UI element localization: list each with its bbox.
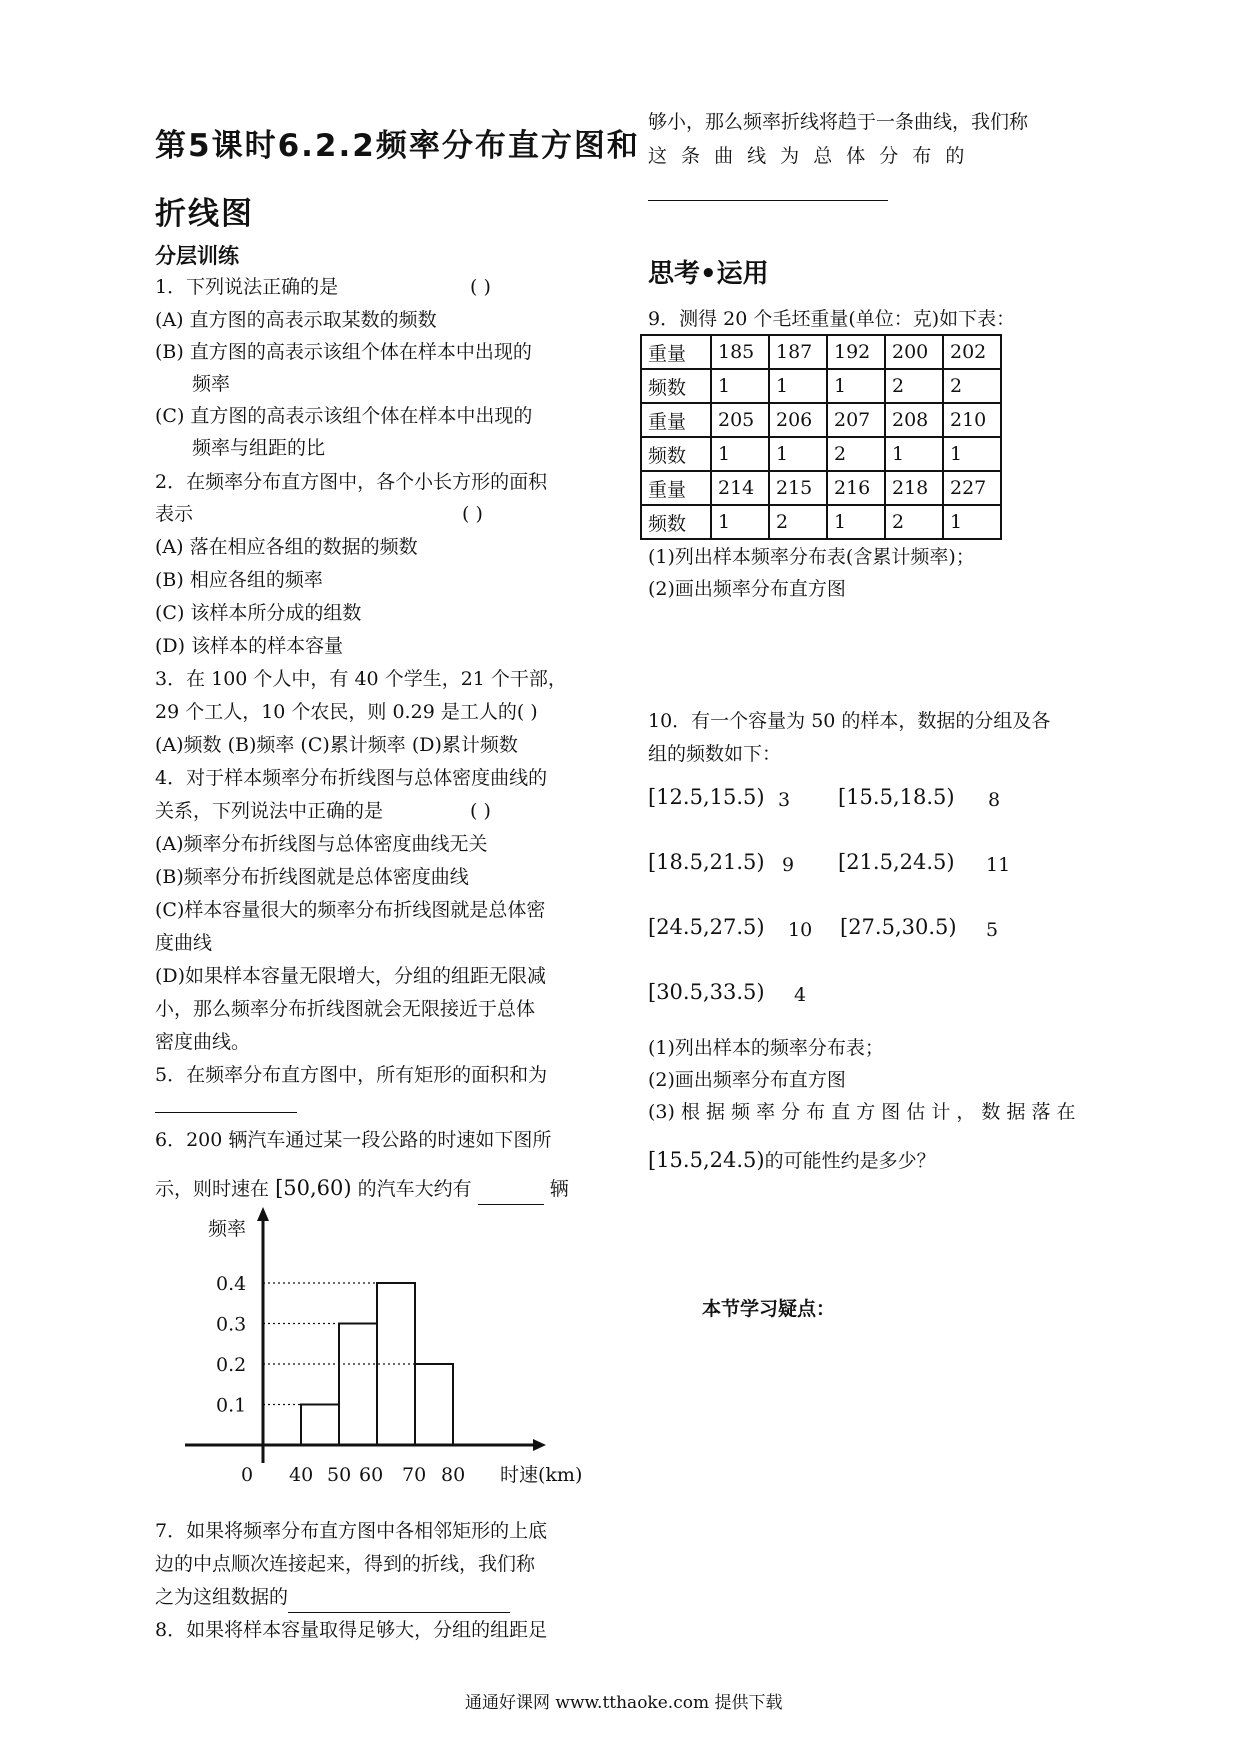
table-cell: 1 — [769, 369, 827, 403]
q4-option-a: (A)频率分布折线图与总体密度曲线无关 — [155, 833, 488, 855]
q10-part3-cont — [648, 1144, 936, 1177]
q10-part3-question: 的可能性约是多少？ — [764, 1150, 936, 1172]
q10-group-interval: [12.5,15.5) — [648, 785, 765, 809]
q10-line1: 10．有一个容量为 50 的样本，数据的分组及各 — [648, 710, 1051, 732]
q10-group-freq: 10 — [788, 919, 813, 941]
q6-interval: [50,60) — [275, 1176, 352, 1200]
table-cell: 1 — [769, 437, 827, 471]
table-row — [641, 505, 1001, 539]
q10-group-freq: 11 — [986, 854, 1011, 876]
table-cell: 1 — [885, 437, 943, 471]
q1-option-b-cont: 频率 — [192, 373, 231, 395]
table-row — [641, 471, 1001, 505]
y-axis-label: 频率 — [208, 1218, 247, 1240]
table-cell: 202 — [943, 335, 1001, 369]
table-cell: 2 — [827, 437, 885, 471]
q4-line1: 4．对于样本频率分布折线图与总体密度曲线的 — [155, 767, 548, 789]
q9-stem: 9．测得 20 个毛坯重量(单位：克)如下表： — [648, 308, 1016, 330]
y-tick-label: 0.1 — [216, 1394, 247, 1417]
table-cell: 1 — [711, 505, 769, 539]
q10-group-interval: [30.5,33.5) — [648, 980, 765, 1004]
table-row — [641, 403, 1001, 437]
table-cell: 207 — [827, 403, 885, 437]
y-tick-label: 0.2 — [216, 1354, 247, 1376]
q4-option-c: (C)样本容量很大的频率分布折线图就是总体密 — [155, 899, 546, 921]
q4-option-b: (B)频率分布折线图就是总体密度曲线 — [155, 866, 469, 888]
q10-part3-interval: [15.5,24.5) — [648, 1148, 765, 1172]
y-tick-label: 0.4 — [216, 1273, 247, 1295]
q9-part2: (2)画出频率分布直方图 — [648, 578, 846, 600]
table-cell: 1 — [943, 437, 1001, 471]
section-heading-layered: 分层训练 — [155, 244, 239, 268]
table-cell: 218 — [885, 471, 943, 505]
q10-part2: (2)画出频率分布直方图 — [648, 1069, 846, 1091]
table-cell: 208 — [885, 403, 943, 437]
q10-group-interval: [15.5,18.5) — [838, 785, 955, 809]
x-tick-label: 80 — [441, 1464, 466, 1486]
table-cell: 1 — [711, 437, 769, 471]
section-heading-thinking: 思考•运用 — [648, 259, 769, 289]
q4-option-d-cont2: 密度曲线。 — [155, 1031, 251, 1053]
x-tick-label: 40 — [289, 1464, 314, 1486]
table-cell: 1 — [711, 369, 769, 403]
q1-option-c: (C) 直方图的高表示该组个体在样本中出现的 — [155, 405, 533, 427]
q1-option-c-cont: 频率与组距的比 — [192, 437, 326, 459]
q3-line2: 29 个工人，10 个农民，则 0.29 是工人的( ) — [155, 701, 538, 723]
table-row-header: 重量 — [641, 471, 711, 505]
q8-line1: 8．如果将样本容量取得足够大，分组的组距足 — [155, 1619, 548, 1641]
table-row-header: 重量 — [641, 335, 711, 369]
q2-option-d: (D) 该样本的样本容量 — [155, 635, 344, 657]
x-axis-label: 时速(km) — [500, 1464, 583, 1486]
y-axis-arrow — [257, 1207, 269, 1221]
x-tick-label: 70 — [402, 1464, 427, 1486]
page-title-line1: 第5课时6.2.2频率分布直方图和 — [155, 128, 640, 164]
page-footer: 通通好课网 www.tthaoke.com 提供下载 — [465, 1693, 783, 1713]
x-tick-label: 0 — [241, 1464, 254, 1486]
table-cell: 205 — [711, 403, 769, 437]
page-title-line2: 折线图 — [155, 196, 254, 232]
x-axis-arrow — [533, 1439, 546, 1451]
q8-line3: 这 条 曲 线 为 总 体 分 布 的 — [648, 145, 965, 167]
q10-group-freq: 8 — [988, 789, 1001, 811]
table-cell: 2 — [885, 505, 943, 539]
q7-line1: 7．如果将频率分布直方图中各相邻矩形的上底 — [155, 1520, 548, 1542]
table-cell: 2 — [943, 369, 1001, 403]
q4-option-c-cont: 度曲线 — [155, 932, 213, 954]
table-cell: 200 — [885, 335, 943, 369]
table-cell: 1 — [827, 505, 885, 539]
q1-option-a: (A) 直方图的高表示取某数的频数 — [155, 309, 437, 331]
q10-part1: (1)列出样本的频率分布表； — [648, 1037, 884, 1059]
q10-group-freq: 3 — [778, 789, 791, 811]
speed-histogram — [150, 1205, 610, 1515]
table-cell: 206 — [769, 403, 827, 437]
q7-line3 — [155, 1581, 510, 1613]
q1-answer-paren: ( ) — [470, 276, 491, 298]
q1-option-b: (B) 直方图的高表示该组个体在样本中出现的 — [155, 341, 532, 363]
q9-part1: (1)列出样本频率分布表(含累计频率)； — [648, 546, 975, 568]
q10-group-interval: [24.5,27.5) — [648, 915, 765, 939]
q10-line2: 组的频数如下： — [648, 743, 782, 765]
x-tick-label: 60 — [359, 1464, 384, 1486]
q6-answer-blank[interactable] — [478, 1182, 544, 1205]
histogram-bar — [301, 1405, 339, 1446]
table-row-header: 重量 — [641, 403, 711, 437]
table-row-header: 频数 — [641, 505, 711, 539]
q5-answer-blank[interactable] — [155, 1112, 297, 1113]
q10-group-interval: [27.5,30.5) — [840, 915, 957, 939]
table-cell: 1 — [827, 369, 885, 403]
table-cell: 2 — [885, 369, 943, 403]
q7-answer-blank[interactable] — [288, 1590, 510, 1613]
q4-option-d: (D)如果样本容量无限增大，分组的组距无限减 — [155, 965, 547, 987]
q7-text: 之为这组数据的 — [155, 1586, 289, 1608]
table-cell: 192 — [827, 335, 885, 369]
q9-weight-table — [640, 334, 1002, 540]
table-cell: 215 — [769, 471, 827, 505]
q7-line2: 边的中点顺次连接起来，得到的折线，我们称 — [155, 1553, 536, 1575]
table-cell: 2 — [769, 505, 827, 539]
q8-line2: 够小，那么频率折线将趋于一条曲线，我们称 — [648, 111, 1029, 133]
q2-option-c: (C) 该样本所分成的组数 — [155, 602, 362, 624]
q4-line2: 关系，下列说法中正确的是 — [155, 800, 384, 822]
table-cell: 214 — [711, 471, 769, 505]
q8-answer-blank[interactable] — [648, 200, 888, 201]
histogram-bar — [339, 1324, 377, 1446]
x-tick-label: 50 — [327, 1464, 352, 1486]
table-cell: 1 — [943, 505, 1001, 539]
q1-stem: 1．下列说法正确的是 — [155, 276, 339, 298]
table-row-header: 频数 — [641, 437, 711, 471]
histogram-bar — [415, 1364, 453, 1445]
y-tick-label: 0.3 — [216, 1313, 247, 1336]
table-row — [641, 369, 1001, 403]
q10-group-freq: 5 — [986, 919, 999, 941]
q3-line1: 3．在 100 个人中，有 40 个学生，21 个干部， — [155, 668, 567, 690]
q6-text-a: 示，则时速在 — [155, 1178, 270, 1200]
q10-group-freq: 9 — [782, 854, 795, 876]
q10-group-interval: [21.5,24.5) — [838, 850, 955, 874]
table-row-header: 频数 — [641, 369, 711, 403]
q2-answer-paren: ( ) — [462, 503, 483, 525]
q6-line2 — [155, 1172, 569, 1205]
q6-line1: 6．200 辆汽车通过某一段公路的时速如下图所 — [155, 1129, 552, 1151]
table-cell: 227 — [943, 471, 1001, 505]
q10-group-freq: 4 — [794, 984, 807, 1006]
table-cell: 216 — [827, 471, 885, 505]
q10-part3: (3) 根 据 频 率 分 布 直 方 图 估 计 ， 数 据 落 在 — [648, 1101, 1076, 1123]
q2-stem-cont: 表示 — [155, 503, 194, 525]
table-row — [641, 335, 1001, 369]
table-cell: 210 — [943, 403, 1001, 437]
q6-text-c: 辆 — [549, 1178, 569, 1200]
q2-option-b: (B) 相应各组的频率 — [155, 569, 323, 591]
q4-answer-paren: ( ) — [470, 800, 491, 822]
q4-option-d-cont1: 小，那么频率分布折线图就会无限接近于总体 — [155, 998, 536, 1020]
table-cell: 185 — [711, 335, 769, 369]
q2-option-a: (A) 落在相应各组的数据的频数 — [155, 536, 418, 558]
q2-stem: 2．在频率分布直方图中，各个小长方形的面积 — [155, 471, 548, 493]
q3-options: (A)频数 (B)频率 (C)累计频率 (D)累计频数 — [155, 734, 518, 756]
table-row — [641, 437, 1001, 471]
q5-line1: 5．在频率分布直方图中，所有矩形的面积和为 — [155, 1064, 548, 1086]
q10-group-interval: [18.5,21.5) — [648, 850, 765, 874]
doubt-label: 本节学习疑点： — [702, 1298, 836, 1320]
table-cell: 187 — [769, 335, 827, 369]
q6-text-b: 的汽车大约有 — [357, 1178, 472, 1200]
